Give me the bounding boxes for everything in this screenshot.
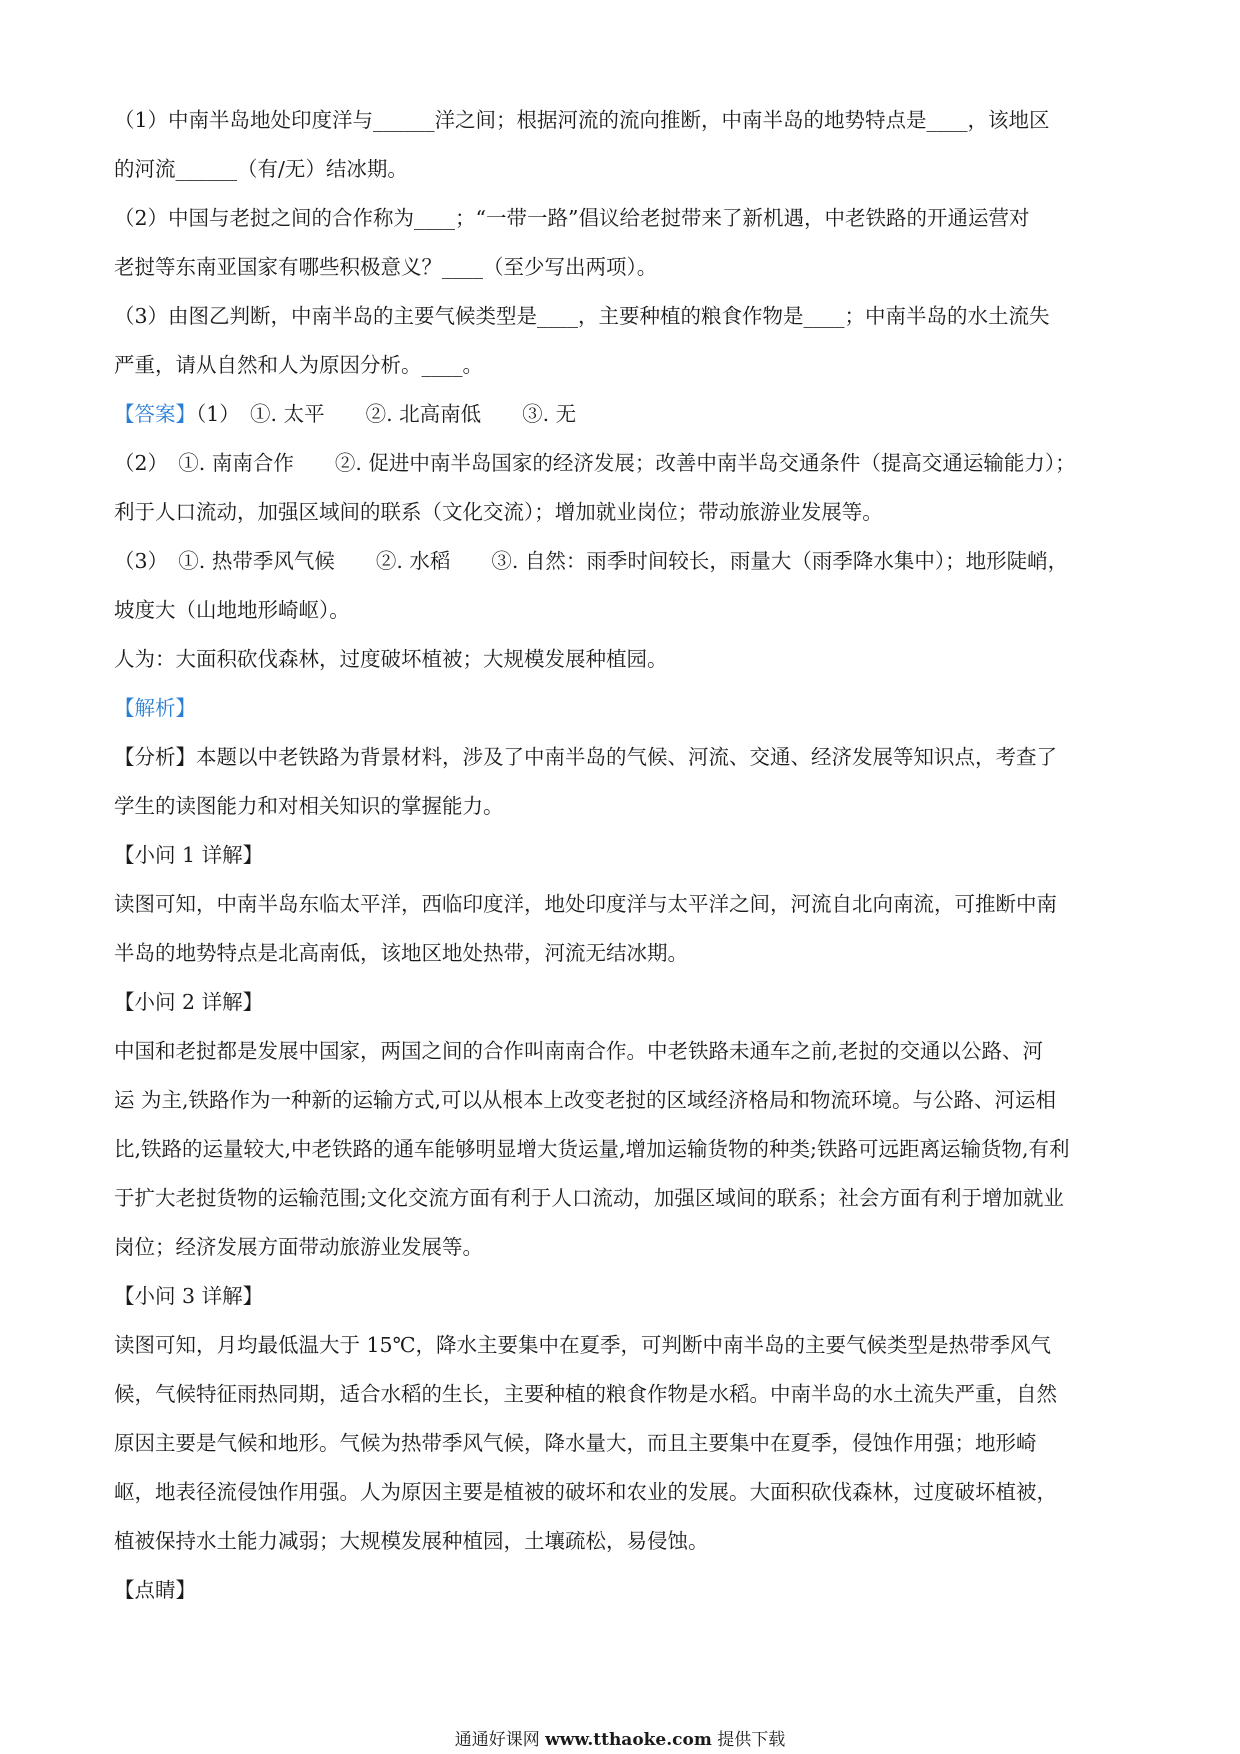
analysis-label: 【解析】 (114, 696, 196, 720)
detail-2-heading: 【小问 2 详解】 (114, 990, 264, 1014)
q2-line-1: （2）中国与老挝之间的合作称为____；“一带一路”倡议给老挝带来了新机遇，中老铁路的开通运营对 (114, 206, 1030, 230)
page-footer (0, 1725, 1240, 1750)
q2-line-2: 老挝等东南亚国家有哪些积极意义？____（至少写出两项）。 (114, 255, 658, 279)
answer-line-3: 利于人口流动，加强区域间的联系（文化交流）；增加就业岗位；带动旅游业发展等。 (114, 500, 883, 524)
detail-3-line-2: 候，气候特征雨热同期，适合水稻的生长，主要种植的粮食作物是水稻。中南半岛的水土流失严重，自然 (114, 1382, 1057, 1406)
q3-line-2: 严重，请从自然和人为原因分析。____。 (114, 353, 483, 377)
detail-2-line-2: 运 为主,铁路作为一种新的运输方式,可以从根本上改变老挝的区域经济格局和物流环境。与公路、河运相 (114, 1088, 1057, 1112)
analysis-line-1: 【分析】本题以中老铁路为背景材料，涉及了中南半岛的气候、河流、交通、经济发展等知识点，考查了 (114, 745, 1057, 769)
detail-3-line-3: 原因主要是气候和地形。气候为热带季风气候，降水量大，而且主要集中在夏季，侵蚀作用强；地形崎 (114, 1431, 1037, 1455)
detail-1-line-1: 读图可知，中南半岛东临太平洋，西临印度洋，地处印度洋与太平洋之间，河流自北向南流，可推断中南 (114, 892, 1057, 916)
detail-3-line-1: 读图可知，月均最低温大于 15℃，降水主要集中在夏季，可判断中南半岛的主要气候类型是热带季风气 (114, 1333, 1052, 1357)
answer-line-6: 人为：大面积砍伐森林，过度破坏植被；大规模发展种植园。 (114, 647, 668, 671)
detail-1-heading: 【小问 1 详解】 (114, 843, 264, 867)
footer-site-name: 通通好课网 (454, 1730, 540, 1750)
detail-3-line-4: 岖，地表径流侵蚀作用强。人为原因主要是植被的破坏和农业的发展。大面积砍伐森林，过度破坏植被， (114, 1480, 1057, 1504)
q1-line-2: 的河流______（有/无）结冰期。 (114, 157, 408, 181)
detail-2-line-3: 比,铁路的运量较大,中老铁路的通车能够明显增大货运量,增加运输货物的种类;铁路可远距离运输货物,有利 (114, 1137, 1070, 1161)
footer-url-link[interactable]: www.tthaoke.com (545, 1730, 712, 1750)
document-body (114, 96, 1134, 1615)
answer-line-5: 坡度大（山地地形崎岖）。 (114, 598, 350, 622)
dianjing-heading: 【点睛】 (114, 1578, 196, 1602)
q1-line-1: （1）中南半岛地处印度洋与______洋之间；根据河流的流向推断，中南半岛的地势特点是____，该地区 (114, 108, 1050, 132)
analysis-heading (114, 684, 1134, 733)
detail-2-line-1: 中国和老挝都是发展中国家，两国之间的合作叫南南合作。中老铁路未通车之前,老挝的交通以公路、河 (114, 1039, 1044, 1063)
answer-line-1: 【答案】（1） ①. 太平 ②. 北高南低 ③. 无 (114, 402, 577, 426)
q3-line-1: （3）由图乙判断，中南半岛的主要气候类型是____，主要种植的粮食作物是____；中南半岛的水土流失 (114, 304, 1050, 328)
answer-line-4: （3） ①. 热带季风气候 ②. 水稻 ③. 自然：雨季时间较长，雨量大（雨季降水集中）；地形陡峭， (114, 549, 1069, 573)
detail-2-line-4: 于扩大老挝货物的运输范围;文化交流方面有利于人口流动，加强区域间的联系；社会方面有利于增加就业 (114, 1186, 1064, 1210)
detail-2-line-5: 岗位；经济发展方面带动旅游业发展等。 (114, 1235, 483, 1259)
detail-3-heading: 【小问 3 详解】 (114, 1284, 264, 1308)
footer-download-text: 提供下载 (717, 1730, 786, 1750)
detail-1-line-2: 半岛的地势特点是北高南低，该地区地处热带，河流无结冰期。 (114, 941, 688, 965)
detail-3-line-5: 植被保持水土能力减弱；大规模发展种植园，土壤疏松，易侵蚀。 (114, 1529, 709, 1553)
analysis-line-2: 学生的读图能力和对相关知识的掌握能力。 (114, 794, 504, 818)
answer-label: 【答案】 (114, 402, 196, 426)
answer-line-2: （2） ①. 南南合作 ②. 促进中南半岛国家的经济发展；改善中南半岛交通条件（提高交通运输能力）； (114, 451, 1076, 475)
